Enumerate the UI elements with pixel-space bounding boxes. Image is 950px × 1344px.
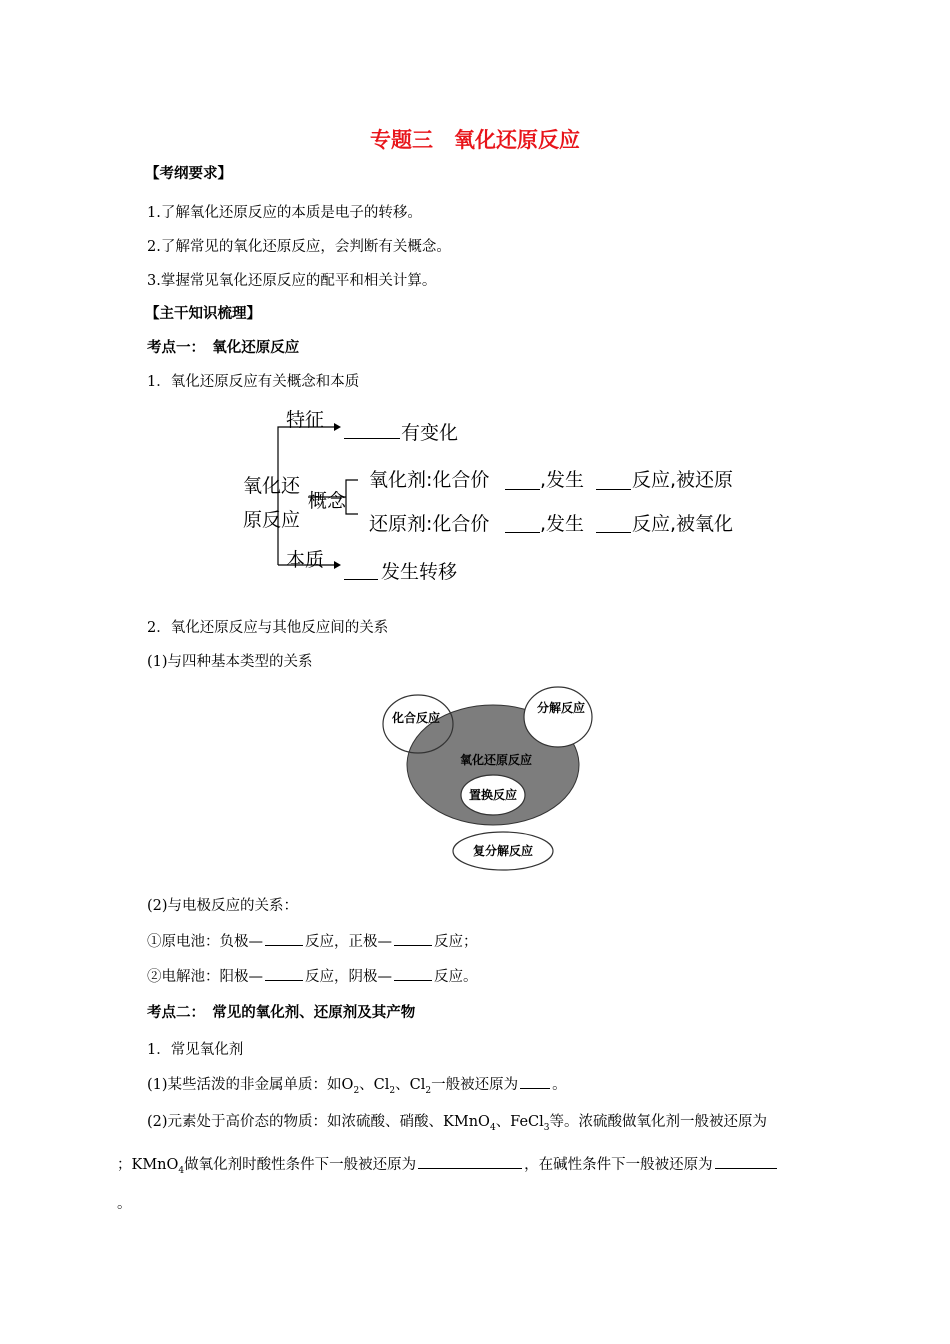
concept-feature-label: 特征 (286, 409, 325, 431)
oxidant-occur: ,发生 (540, 469, 585, 491)
item-concepts-essence: 1．氧化还原反应有关概念和本质 (147, 374, 360, 390)
section-point-2: 考点二： 常见的氧化剂、还原剂及其产物 (147, 1005, 416, 1021)
electrolytic-cathode-blank (394, 979, 432, 981)
ox2-fe-sub: 3 (543, 1122, 550, 1133)
oxidant-title: 1．常见氧化剂 (147, 1042, 244, 1058)
reductant-label: 还原剂:化合价 (369, 513, 490, 535)
oxidant-label: 氧化剂:化合价 (369, 469, 490, 491)
knowledge-header: 【主干知识梳理】 (145, 306, 261, 322)
electrolytic-anode-blank (265, 979, 303, 981)
ox1-blank (520, 1087, 550, 1089)
feature-blank (344, 437, 400, 439)
double-decomposition-label: 复分解反应 (472, 844, 534, 858)
reductant-occur: ,发生 (540, 513, 585, 535)
ox1-sep2: 、Cl (395, 1077, 426, 1093)
concept-root-line1: 氧化还 (243, 475, 301, 497)
venn-diagram (370, 680, 610, 880)
ox2-mid: 、FeCl (495, 1114, 544, 1130)
oxidant-line-1 (147, 1073, 567, 1096)
decomposition-label: 分解反应 (536, 701, 586, 715)
ox2b-mid: 做氧化剂时酸性条件下一般被还原为 (184, 1157, 417, 1173)
item-relations: 2．氧化还原反应与其他反应间的关系 (147, 620, 389, 636)
ox2-start: (2)元素处于高价态的物质：如浓硫酸、硝酸、KMnO (147, 1114, 490, 1130)
ox2-mn-sub: 4 (489, 1122, 496, 1133)
concept-essence-label: 本质 (286, 549, 325, 571)
primary-cell-mid: 反应，正极— (305, 934, 392, 950)
primary-cell-end: 反应； (434, 934, 478, 950)
requirement-item-2: 2.了解常见的氧化还原反应，会判断有关概念。 (147, 239, 451, 255)
ox2b-start: ；KMnO (117, 1157, 179, 1173)
primary-positive-blank (394, 944, 432, 946)
section-point-1: 考点一： 氧化还原反应 (147, 340, 300, 356)
oxidant-line-2 (147, 1110, 767, 1133)
page-title: 专题三 氧化还原反应 (370, 128, 580, 152)
ox2b-acidic-blank (418, 1167, 522, 1169)
combination-label: 化合反应 (391, 711, 441, 725)
ox1-sep1: 、Cl (359, 1077, 390, 1093)
oxidant-reaction-blank (596, 488, 631, 490)
concept-root-line2: 原反应 (243, 509, 301, 531)
ox2b-alkaline-blank (715, 1167, 777, 1169)
oxidant-line-2b (117, 1153, 779, 1176)
oxidant-valence-blank (505, 488, 540, 490)
redox-label: 氧化还原反应 (459, 753, 533, 767)
ox1-cl-sub2: 2 (425, 1085, 432, 1096)
ox1-tail: 。 (552, 1077, 567, 1093)
primary-cell-line (147, 930, 478, 951)
ox1-end: 一般被还原为 (431, 1077, 519, 1093)
electrolytic-cell-mid: 反应，阴极— (305, 969, 392, 985)
ox2b-mn-sub: 4 (178, 1165, 185, 1176)
reductant-valence-blank (505, 531, 540, 533)
requirement-item-3: 3.掌握常见氧化还原反应的配平和相关计算。 (147, 273, 437, 289)
reductant-reaction-blank (596, 531, 631, 533)
ox2b-comma: ，在碱性条件下一般被还原为 (524, 1157, 713, 1173)
oxidant-line-2c: 。 (117, 1196, 132, 1212)
oxidant-tail: 反应,被还原 (632, 469, 734, 491)
requirement-item-1: 1.了解氧化还原反应的本质是电子的转移。 (147, 205, 422, 221)
electrolytic-cell-line (147, 965, 478, 986)
concept-concept-label: 概念 (308, 490, 347, 512)
decomposition-ellipse (524, 687, 592, 747)
displacement-label: 置换反应 (468, 788, 518, 802)
primary-cell-label: ①原电池：负极— (147, 934, 263, 950)
sub-four-types: (1)与四种基本类型的关系 (147, 654, 313, 670)
sub-electrode: (2)与电极反应的关系： (147, 898, 299, 914)
ox1-cl-sub: 2 (389, 1085, 396, 1096)
essence-blank (344, 578, 378, 580)
electrolytic-cell-label: ②电解池：阳极— (147, 969, 263, 985)
concept-essence-text: 发生转移 (381, 561, 458, 583)
primary-negative-blank (265, 944, 303, 946)
ox2-end: 等。浓硫酸做氧化剂一般被还原为 (549, 1114, 768, 1130)
concept-feature-text: 有变化 (401, 422, 459, 444)
reductant-tail: 反应,被氧化 (632, 513, 734, 535)
ox1-o-sub: 2 (353, 1085, 360, 1096)
exam-requirements-header: 【考纲要求】 (145, 166, 232, 182)
electrolytic-cell-end: 反应。 (434, 969, 478, 985)
ox1-start: (1)某些活泼的非金属单质：如O (147, 1077, 354, 1093)
